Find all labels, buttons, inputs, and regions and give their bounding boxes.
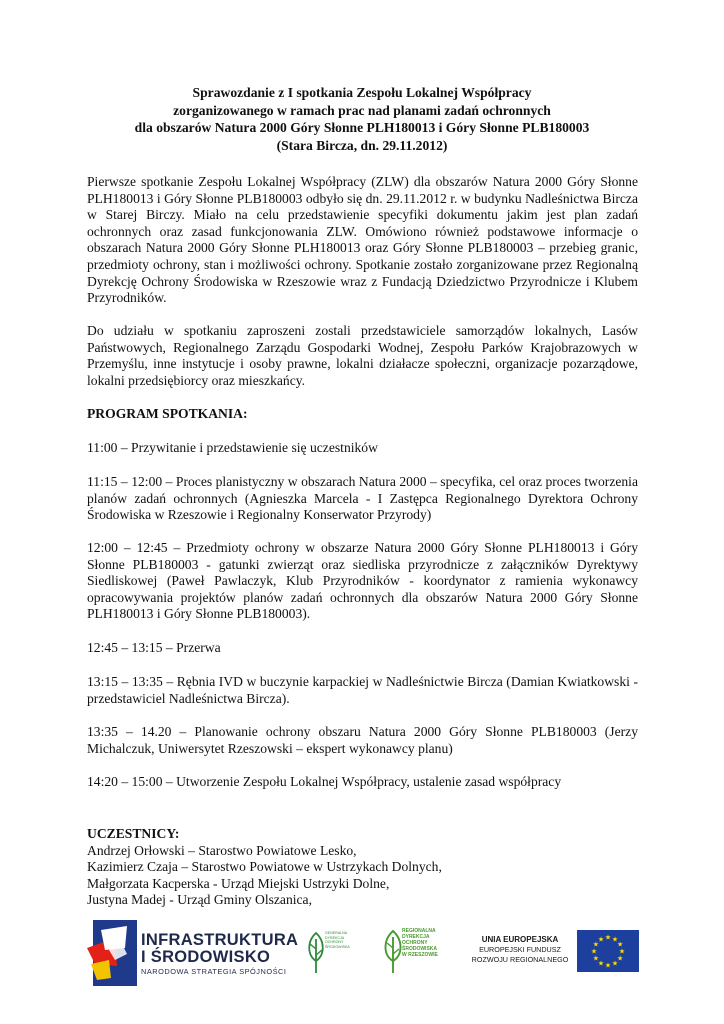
heading-line-1: Sprawozdanie z I spotkania Zespołu Lokalnej Współpracy (192, 85, 532, 100)
program-item-7: 14:20 – 15:00 – Utworzenie Zespołu Lokalnej Współpracy, ustalenie zasad współpracy (87, 774, 562, 789)
program-item-6: 13:35 – 14.20 – Planowanie ochrony obszaru Natura 2000 Góry Słonne PLB180003 (Jerzy Michalczuk, Uniwersytet Rzeszowski – ekspert wykonawcy planu) (87, 724, 638, 756)
program-item-2: 11:15 – 12:00 – Proces planistyczny w obszarach Natura 2000 – specyfika, cel oraz proces tworzenia planów zadań ochronnych (Agnieszka Marcela - I Zastępca Regionalnego Dyrektora Ochrony Środowiska w Rzeszowie i Regionalny Konserwator Przyrody) (87, 474, 638, 523)
rdos-line-3: OCHRONY (402, 940, 428, 947)
participant-1: Andrzej Orłowski – Starostwo Powiatowe Lesko, (87, 842, 357, 858)
eu-star-icon: ★ (604, 933, 612, 942)
program-item-1: 11:00 – Przywitanie i przedstawienie się uczestników (87, 440, 378, 455)
eu-star-icon: ★ (618, 947, 626, 956)
heading-line-3: dla obszarów Natura 2000 Góry Słonne PLH180013 i Góry Słonne PLB180003 (134, 120, 590, 136)
heading-line-2: zorganizowanego w ramach prac nad planami zadań ochronnych (173, 102, 551, 118)
infrastruktura-logo (87, 920, 299, 990)
program-item-4: 12:45 – 13:15 – Przerwa (87, 640, 221, 655)
rdos-line-5: W RZESZOWIE (402, 952, 438, 959)
eu-star-icon: ★ (616, 954, 624, 963)
participants-title: UCZESTNICY: (87, 826, 180, 841)
leaf-icon (305, 931, 327, 975)
intro-paragraph-1: Pierwsze spotkanie Zespołu Lokalnej Współpracy (ZLW) dla obszarów Natura 2000 Góry Słonne PLH180013 i Góry Słonne PLB180003 odbyło się dn. 29.11.2012 r. w budynku Nadleśnictwa Bircza w Starej Birczy. Miało na celu przedstawienie specyfiki dokumentu jakim jest plan zadań ochronnych oraz zasad funkcjonowania ZLW. Omówiono również podstawowe informacje o obszarach Natura 2000 Góry Słonne PLH180013 oraz Góry Słonne PLB180003 – przebieg granic, przedmioty ochrony, stan i możliwości ochrony. Spotkanie zostało zorganizowane przez Regionalną Dyrekcję Ochrony Środowiska w Rzeszowie wraz z Fundacją Dziedzictwo Przyrodnicze i Klubem Przyrodników. (87, 174, 638, 306)
participant-3: Małgorzata Kacperska - Urząd Miejski Ustrzyki Dolne, (87, 875, 390, 891)
program-item-5: 13:15 – 13:35 – Rębnia IVD w buczynie karpackiej w Nadleśnictwie Bircza (Damian Kwiatkowski - przedstawiciel Nadleśnictwa Bircza). (87, 674, 638, 706)
program-title: PROGRAM SPOTKANIA: (87, 406, 248, 421)
gdos-text: GENERALNA DYREKCJA OCHRONY ŚRODOWISKA (325, 931, 350, 949)
infrastruktura-text (141, 932, 298, 977)
gdos-logo (305, 925, 365, 983)
eu-logo (467, 930, 642, 974)
infrastruktura-line-1: INFRASTRUKTURA (141, 931, 299, 949)
eu-star-icon: ★ (597, 959, 605, 968)
eu-star-icon: ★ (611, 935, 619, 944)
eu-star-icon: ★ (597, 935, 605, 944)
participant-2: Kazimierz Czaja – Starostwo Powiatowe w Ustrzykach Dolnych, (87, 859, 442, 875)
rdos-logo (382, 925, 442, 985)
eu-star-icon: ★ (592, 940, 600, 949)
eu-star-icon: ★ (611, 959, 619, 968)
eu-stars-icon (577, 930, 639, 972)
participant-4: Justyna Madej - Urząd Gminy Olszanica, (87, 892, 312, 908)
infrastruktura-flag-icon (87, 920, 137, 986)
intro-paragraph-2: Do udziału w spotkaniu zaproszeni zostali przedstawiciele samorządów lokalnych, Lasów Państwowych, Regionalnego Zarządu Gospodarki Wodnej, Zespołu Parków Krajobrazowych w Przemyślu, inne instytucje i osoby prawne, lokalni działacze społeczni, organizacje pozarządowe, lokalni przedsiębiorcy oraz mieszkańcy. (87, 323, 638, 388)
participants-section (87, 826, 647, 909)
eu-star-icon: ★ (590, 947, 598, 956)
eu-line-2: EUROPEJSKI FUNDUSZ (479, 945, 561, 954)
leaf-icon (382, 929, 404, 975)
rdos-text (402, 928, 442, 958)
report-heading (60, 84, 664, 154)
eu-flag-icon (577, 930, 639, 972)
eu-star-icon: ★ (592, 954, 600, 963)
program-item-3: 12:00 – 12:45 – Przedmioty ochrony w obszarze Natura 2000 Góry Słonne PLH180013 i Góry Słonne PLB180003 - gatunki zwierząt oraz siedliska przyrodnicze z załączników Dyrektywy Siedliskowej (Paweł Pawlaczyk, Klub Przyrodników - koordynator z ramienia wykonawcy opracowywania projektów planów zadań ochronnych dla obszarów Natura 2000 Góry Słonne PLH180013 i Góry Słonne PLB180003). (87, 540, 638, 622)
infrastruktura-line-2: I ŚRODOWISKO (141, 948, 271, 966)
footer-logos (0, 915, 724, 995)
infrastruktura-line-3: NARODOWA STRATEGIA SPÓJNOŚCI (141, 967, 287, 976)
eu-line-1: UNIA EUROPEJSKA (481, 935, 559, 944)
rdos-line-2: DYREKCJA (402, 934, 430, 941)
eu-star-icon: ★ (604, 961, 612, 970)
eu-star-icon: ★ (616, 940, 624, 949)
eu-line-3: ROZWOJU REGIONALNEGO (471, 954, 569, 964)
heading-line-4: (Stara Bircza, dn. 29.11.2012) (276, 137, 448, 153)
eu-text (467, 934, 573, 964)
rdos-line-4: ŚRODOWISKA (402, 946, 437, 953)
rdos-line-1: REGIONALNA (402, 928, 436, 934)
